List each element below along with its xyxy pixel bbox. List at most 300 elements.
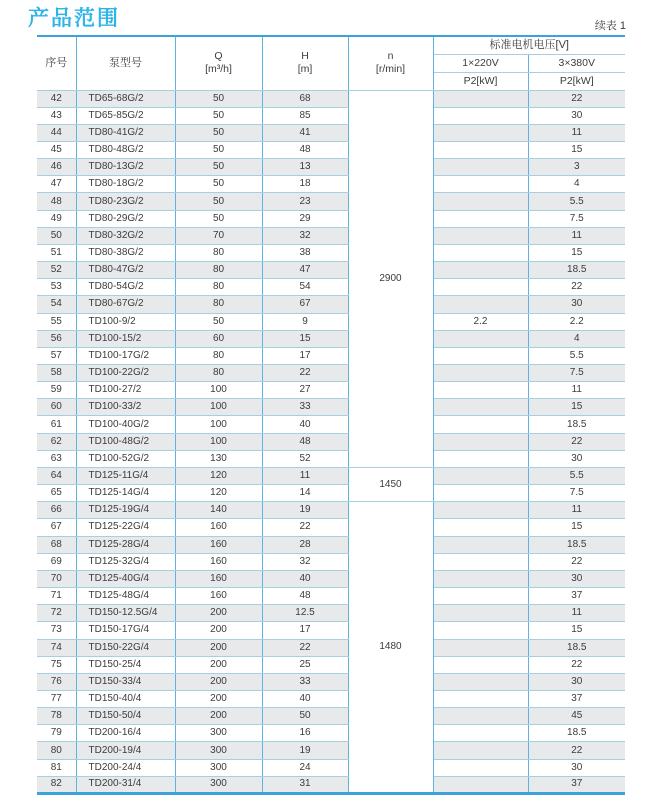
cell-pump-model: TD150-22G/4 (76, 639, 175, 656)
cell-p2-220v (433, 382, 528, 399)
table-row (37, 399, 625, 416)
cell-flow-q: 300 (175, 759, 262, 776)
cell-p2-380v: 30 (528, 673, 625, 690)
cell-serial-number: 46 (37, 159, 76, 176)
header-voltage-380: 3×380V (528, 54, 625, 72)
cell-flow-q: 100 (175, 382, 262, 399)
table-row (37, 365, 625, 382)
cell-serial-number: 79 (37, 725, 76, 742)
cell-p2-220v (433, 279, 528, 296)
cell-head-h: 23 (262, 193, 348, 210)
cell-head-h: 41 (262, 124, 348, 141)
table-row (37, 588, 625, 605)
cell-head-h: 48 (262, 141, 348, 158)
header-serial-number: 序号 (37, 36, 76, 90)
cell-p2-220v (433, 690, 528, 707)
table-row (37, 622, 625, 639)
cell-pump-model: TD125-28G/4 (76, 536, 175, 553)
table-row (37, 759, 625, 776)
cell-p2-380v: 30 (528, 450, 625, 467)
cell-p2-220v (433, 485, 528, 502)
cell-p2-220v (433, 759, 528, 776)
table-body (37, 90, 625, 793)
table-row (37, 193, 625, 210)
cell-head-h: 85 (262, 107, 348, 124)
cell-flow-q: 70 (175, 227, 262, 244)
cell-flow-q: 100 (175, 416, 262, 433)
cell-pump-model: TD100-9/2 (76, 313, 175, 330)
cell-p2-380v: 22 (528, 279, 625, 296)
header-n-unit: [r/min] (375, 63, 406, 76)
cell-flow-q: 50 (175, 176, 262, 193)
table-row (37, 279, 625, 296)
cell-serial-number: 52 (37, 262, 76, 279)
cell-serial-number: 70 (37, 570, 76, 587)
cell-serial-number: 47 (37, 176, 76, 193)
cell-pump-model: TD100-40G/2 (76, 416, 175, 433)
cell-p2-220v (433, 742, 528, 759)
table-row (37, 570, 625, 587)
cell-p2-380v: 30 (528, 296, 625, 313)
header-head-h (262, 36, 348, 90)
cell-pump-model: TD150-50/4 (76, 708, 175, 725)
cell-serial-number: 72 (37, 605, 76, 622)
cell-p2-380v: 15 (528, 519, 625, 536)
cell-head-h: 29 (262, 210, 348, 227)
cell-p2-380v: 37 (528, 588, 625, 605)
cell-pump-model: TD80-32G/2 (76, 227, 175, 244)
header-p2-220: P2[kW] (433, 72, 528, 90)
header-q-symbol: Q (214, 50, 223, 63)
page-title: 产品范围 (28, 7, 120, 30)
cell-pump-model: TD100-33/2 (76, 399, 175, 416)
cell-pump-model: TD200-24/4 (76, 759, 175, 776)
cell-pump-model: TD80-47G/2 (76, 262, 175, 279)
table-row (37, 176, 625, 193)
cell-flow-q: 130 (175, 450, 262, 467)
cell-head-h: 52 (262, 450, 348, 467)
table-row (37, 382, 625, 399)
cell-flow-q: 200 (175, 690, 262, 707)
cell-serial-number: 49 (37, 210, 76, 227)
cell-p2-380v: 3 (528, 159, 625, 176)
cell-flow-q: 200 (175, 708, 262, 725)
cell-p2-220v (433, 433, 528, 450)
cell-serial-number: 73 (37, 622, 76, 639)
cell-serial-number: 54 (37, 296, 76, 313)
cell-p2-220v (433, 673, 528, 690)
header-h-unit: [m] (297, 63, 313, 76)
cell-pump-model: TD65-85G/2 (76, 107, 175, 124)
cell-serial-number: 66 (37, 502, 76, 519)
cell-p2-380v: 37 (528, 776, 625, 793)
cell-p2-380v: 18.5 (528, 639, 625, 656)
cell-p2-220v (433, 90, 528, 107)
cell-p2-380v: 4 (528, 330, 625, 347)
cell-p2-380v: 11 (528, 124, 625, 141)
cell-p2-380v: 4 (528, 176, 625, 193)
cell-p2-220v (433, 536, 528, 553)
table-row (37, 90, 625, 107)
table-row (37, 159, 625, 176)
cell-head-h: 50 (262, 708, 348, 725)
cell-head-h: 47 (262, 262, 348, 279)
cell-p2-380v: 7.5 (528, 485, 625, 502)
cell-head-h: 27 (262, 382, 348, 399)
cell-pump-model: TD200-16/4 (76, 725, 175, 742)
continuation-note: 续表 1 (594, 20, 626, 32)
cell-head-h: 17 (262, 347, 348, 364)
cell-head-h: 48 (262, 588, 348, 605)
cell-p2-220v (433, 450, 528, 467)
cell-pump-model: TD150-40/4 (76, 690, 175, 707)
table-row (37, 742, 625, 759)
cell-head-h: 33 (262, 673, 348, 690)
cell-p2-380v: 15 (528, 622, 625, 639)
cell-p2-380v: 45 (528, 708, 625, 725)
cell-flow-q: 140 (175, 502, 262, 519)
cell-p2-380v: 11 (528, 502, 625, 519)
table-row (37, 227, 625, 244)
table-row (37, 107, 625, 124)
cell-pump-model: TD80-29G/2 (76, 210, 175, 227)
cell-head-h: 12.5 (262, 605, 348, 622)
cell-serial-number: 82 (37, 776, 76, 793)
table-row (37, 553, 625, 570)
cell-pump-model: TD150-25/4 (76, 656, 175, 673)
cell-flow-q: 80 (175, 296, 262, 313)
pump-spec-table (37, 35, 625, 795)
cell-p2-380v: 7.5 (528, 210, 625, 227)
cell-flow-q: 160 (175, 553, 262, 570)
header-voltage-group: 标准电机电压[V] (433, 36, 625, 54)
cell-flow-q: 160 (175, 536, 262, 553)
cell-serial-number: 43 (37, 107, 76, 124)
cell-serial-number: 51 (37, 244, 76, 261)
cell-p2-380v: 7.5 (528, 365, 625, 382)
table-row (37, 708, 625, 725)
cell-serial-number: 63 (37, 450, 76, 467)
table-row (37, 656, 625, 673)
cell-p2-380v: 22 (528, 553, 625, 570)
table-row (37, 502, 625, 519)
cell-head-h: 28 (262, 536, 348, 553)
table-row (37, 725, 625, 742)
cell-p2-380v: 30 (528, 570, 625, 587)
cell-serial-number: 55 (37, 313, 76, 330)
cell-pump-model: TD125-48G/4 (76, 588, 175, 605)
header-pump-model: 泵型号 (76, 36, 175, 90)
cell-serial-number: 71 (37, 588, 76, 605)
cell-p2-220v (433, 639, 528, 656)
cell-p2-220v (433, 141, 528, 158)
cell-p2-380v: 22 (528, 656, 625, 673)
cell-pump-model: TD200-31/4 (76, 776, 175, 793)
cell-flow-q: 200 (175, 605, 262, 622)
cell-p2-220v (433, 159, 528, 176)
cell-flow-q: 300 (175, 725, 262, 742)
cell-p2-220v (433, 588, 528, 605)
cell-pump-model: TD80-41G/2 (76, 124, 175, 141)
cell-pump-model: TD80-54G/2 (76, 279, 175, 296)
cell-pump-model: TD80-18G/2 (76, 176, 175, 193)
cell-p2-220v (433, 296, 528, 313)
cell-speed-n: 1480 (348, 502, 433, 794)
cell-head-h: 19 (262, 742, 348, 759)
cell-head-h: 38 (262, 244, 348, 261)
cell-flow-q: 50 (175, 141, 262, 158)
cell-flow-q: 80 (175, 365, 262, 382)
cell-p2-380v: 22 (528, 90, 625, 107)
table-row (37, 416, 625, 433)
cell-p2-380v: 18.5 (528, 262, 625, 279)
table-header (37, 36, 625, 90)
cell-serial-number: 60 (37, 399, 76, 416)
header-flow-q (175, 36, 262, 90)
cell-head-h: 31 (262, 776, 348, 793)
header-h-symbol: H (301, 50, 309, 63)
cell-head-h: 15 (262, 330, 348, 347)
cell-p2-380v: 30 (528, 107, 625, 124)
cell-p2-220v (433, 467, 528, 484)
cell-flow-q: 200 (175, 673, 262, 690)
cell-p2-220v (433, 330, 528, 347)
cell-head-h: 40 (262, 570, 348, 587)
cell-flow-q: 100 (175, 433, 262, 450)
cell-serial-number: 62 (37, 433, 76, 450)
table-row (37, 433, 625, 450)
cell-serial-number: 78 (37, 708, 76, 725)
cell-pump-model: TD125-19G/4 (76, 502, 175, 519)
cell-serial-number: 53 (37, 279, 76, 296)
cell-flow-q: 160 (175, 519, 262, 536)
table-row (37, 210, 625, 227)
cell-pump-model: TD100-22G/2 (76, 365, 175, 382)
cell-flow-q: 200 (175, 656, 262, 673)
cell-serial-number: 42 (37, 90, 76, 107)
cell-pump-model: TD80-48G/2 (76, 141, 175, 158)
table-row (37, 347, 625, 364)
cell-p2-220v (433, 347, 528, 364)
cell-p2-220v: 2.2 (433, 313, 528, 330)
cell-p2-220v (433, 365, 528, 382)
cell-head-h: 48 (262, 433, 348, 450)
cell-serial-number: 56 (37, 330, 76, 347)
cell-flow-q: 80 (175, 347, 262, 364)
cell-p2-380v: 30 (528, 759, 625, 776)
table-row (37, 605, 625, 622)
cell-flow-q: 50 (175, 107, 262, 124)
cell-p2-220v (433, 399, 528, 416)
cell-pump-model: TD150-12.5G/4 (76, 605, 175, 622)
cell-flow-q: 300 (175, 776, 262, 793)
cell-pump-model: TD80-67G/2 (76, 296, 175, 313)
cell-flow-q: 50 (175, 90, 262, 107)
cell-head-h: 14 (262, 485, 348, 502)
table-row (37, 467, 625, 484)
table-row (37, 776, 625, 793)
cell-head-h: 40 (262, 690, 348, 707)
cell-pump-model: TD150-33/4 (76, 673, 175, 690)
cell-flow-q: 80 (175, 279, 262, 296)
header-p2-380: P2[kW] (528, 72, 625, 90)
cell-head-h: 11 (262, 467, 348, 484)
cell-p2-220v (433, 656, 528, 673)
cell-serial-number: 64 (37, 467, 76, 484)
cell-flow-q: 100 (175, 399, 262, 416)
cell-flow-q: 50 (175, 124, 262, 141)
cell-head-h: 68 (262, 90, 348, 107)
cell-flow-q: 80 (175, 262, 262, 279)
cell-p2-220v (433, 227, 528, 244)
cell-serial-number: 65 (37, 485, 76, 502)
cell-serial-number: 58 (37, 365, 76, 382)
table-row (37, 296, 625, 313)
cell-head-h: 22 (262, 365, 348, 382)
cell-flow-q: 50 (175, 193, 262, 210)
cell-serial-number: 77 (37, 690, 76, 707)
cell-p2-380v: 2.2 (528, 313, 625, 330)
cell-p2-220v (433, 605, 528, 622)
cell-p2-220v (433, 725, 528, 742)
cell-pump-model: TD100-27/2 (76, 382, 175, 399)
spec-table-container (37, 35, 625, 795)
cell-flow-q: 200 (175, 639, 262, 656)
cell-serial-number: 74 (37, 639, 76, 656)
cell-head-h: 67 (262, 296, 348, 313)
cell-pump-model: TD80-13G/2 (76, 159, 175, 176)
cell-head-h: 22 (262, 519, 348, 536)
cell-serial-number: 50 (37, 227, 76, 244)
table-row (37, 313, 625, 330)
cell-p2-380v: 5.5 (528, 347, 625, 364)
cell-serial-number: 75 (37, 656, 76, 673)
cell-flow-q: 50 (175, 313, 262, 330)
cell-head-h: 24 (262, 759, 348, 776)
cell-p2-220v (433, 570, 528, 587)
cell-pump-model: TD100-52G/2 (76, 450, 175, 467)
cell-head-h: 18 (262, 176, 348, 193)
cell-pump-model: TD150-17G/4 (76, 622, 175, 639)
cell-serial-number: 80 (37, 742, 76, 759)
cell-p2-220v (433, 416, 528, 433)
cell-p2-380v: 5.5 (528, 467, 625, 484)
cell-p2-380v: 15 (528, 244, 625, 261)
table-row (37, 330, 625, 347)
cell-serial-number: 61 (37, 416, 76, 433)
cell-p2-380v: 18.5 (528, 536, 625, 553)
cell-head-h: 19 (262, 502, 348, 519)
cell-p2-380v: 18.5 (528, 725, 625, 742)
cell-flow-q: 300 (175, 742, 262, 759)
table-row (37, 262, 625, 279)
header-q-unit: [m³/h] (205, 63, 232, 76)
cell-flow-q: 80 (175, 244, 262, 261)
cell-serial-number: 59 (37, 382, 76, 399)
header-voltage-220: 1×220V (433, 54, 528, 72)
table-row (37, 519, 625, 536)
cell-serial-number: 57 (37, 347, 76, 364)
cell-p2-380v: 22 (528, 433, 625, 450)
cell-flow-q: 160 (175, 588, 262, 605)
cell-p2-220v (433, 193, 528, 210)
cell-p2-220v (433, 502, 528, 519)
cell-p2-220v (433, 244, 528, 261)
cell-serial-number: 69 (37, 553, 76, 570)
cell-head-h: 17 (262, 622, 348, 639)
header-n-symbol: n (387, 50, 394, 63)
cell-flow-q: 50 (175, 210, 262, 227)
cell-speed-n: 1450 (348, 467, 433, 501)
cell-flow-q: 200 (175, 622, 262, 639)
cell-p2-220v (433, 519, 528, 536)
cell-p2-220v (433, 124, 528, 141)
cell-pump-model: TD100-17G/2 (76, 347, 175, 364)
cell-pump-model: TD125-40G/4 (76, 570, 175, 587)
cell-head-h: 25 (262, 656, 348, 673)
cell-pump-model: TD125-22G/4 (76, 519, 175, 536)
table-row (37, 639, 625, 656)
cell-pump-model: TD125-11G/4 (76, 467, 175, 484)
table-row (37, 485, 625, 502)
cell-head-h: 9 (262, 313, 348, 330)
cell-pump-model: TD125-14G/4 (76, 485, 175, 502)
cell-flow-q: 50 (175, 159, 262, 176)
cell-head-h: 16 (262, 725, 348, 742)
table-row (37, 690, 625, 707)
cell-speed-n: 2900 (348, 90, 433, 467)
header-speed-n (348, 36, 433, 90)
cell-serial-number: 67 (37, 519, 76, 536)
cell-serial-number: 48 (37, 193, 76, 210)
cell-p2-220v (433, 553, 528, 570)
cell-serial-number: 68 (37, 536, 76, 553)
cell-serial-number: 81 (37, 759, 76, 776)
cell-p2-380v: 5.5 (528, 193, 625, 210)
cell-pump-model: TD200-19/4 (76, 742, 175, 759)
cell-pump-model: TD125-32G/4 (76, 553, 175, 570)
cell-head-h: 32 (262, 227, 348, 244)
table-row (37, 450, 625, 467)
table-row (37, 536, 625, 553)
cell-p2-220v (433, 776, 528, 793)
cell-p2-380v: 22 (528, 742, 625, 759)
cell-p2-220v (433, 210, 528, 227)
cell-pump-model: TD100-48G/2 (76, 433, 175, 450)
cell-pump-model: TD65-68G/2 (76, 90, 175, 107)
cell-p2-380v: 11 (528, 605, 625, 622)
table-row (37, 673, 625, 690)
cell-p2-220v (433, 708, 528, 725)
cell-head-h: 54 (262, 279, 348, 296)
cell-p2-220v (433, 107, 528, 124)
cell-flow-q: 120 (175, 467, 262, 484)
cell-p2-220v (433, 262, 528, 279)
cell-p2-220v (433, 176, 528, 193)
cell-serial-number: 76 (37, 673, 76, 690)
cell-head-h: 22 (262, 639, 348, 656)
cell-head-h: 32 (262, 553, 348, 570)
cell-flow-q: 160 (175, 570, 262, 587)
cell-serial-number: 44 (37, 124, 76, 141)
cell-pump-model: TD80-23G/2 (76, 193, 175, 210)
cell-p2-380v: 11 (528, 382, 625, 399)
cell-pump-model: TD80-38G/2 (76, 244, 175, 261)
cell-p2-380v: 37 (528, 690, 625, 707)
cell-p2-380v: 15 (528, 399, 625, 416)
table-row (37, 141, 625, 158)
cell-p2-380v: 15 (528, 141, 625, 158)
